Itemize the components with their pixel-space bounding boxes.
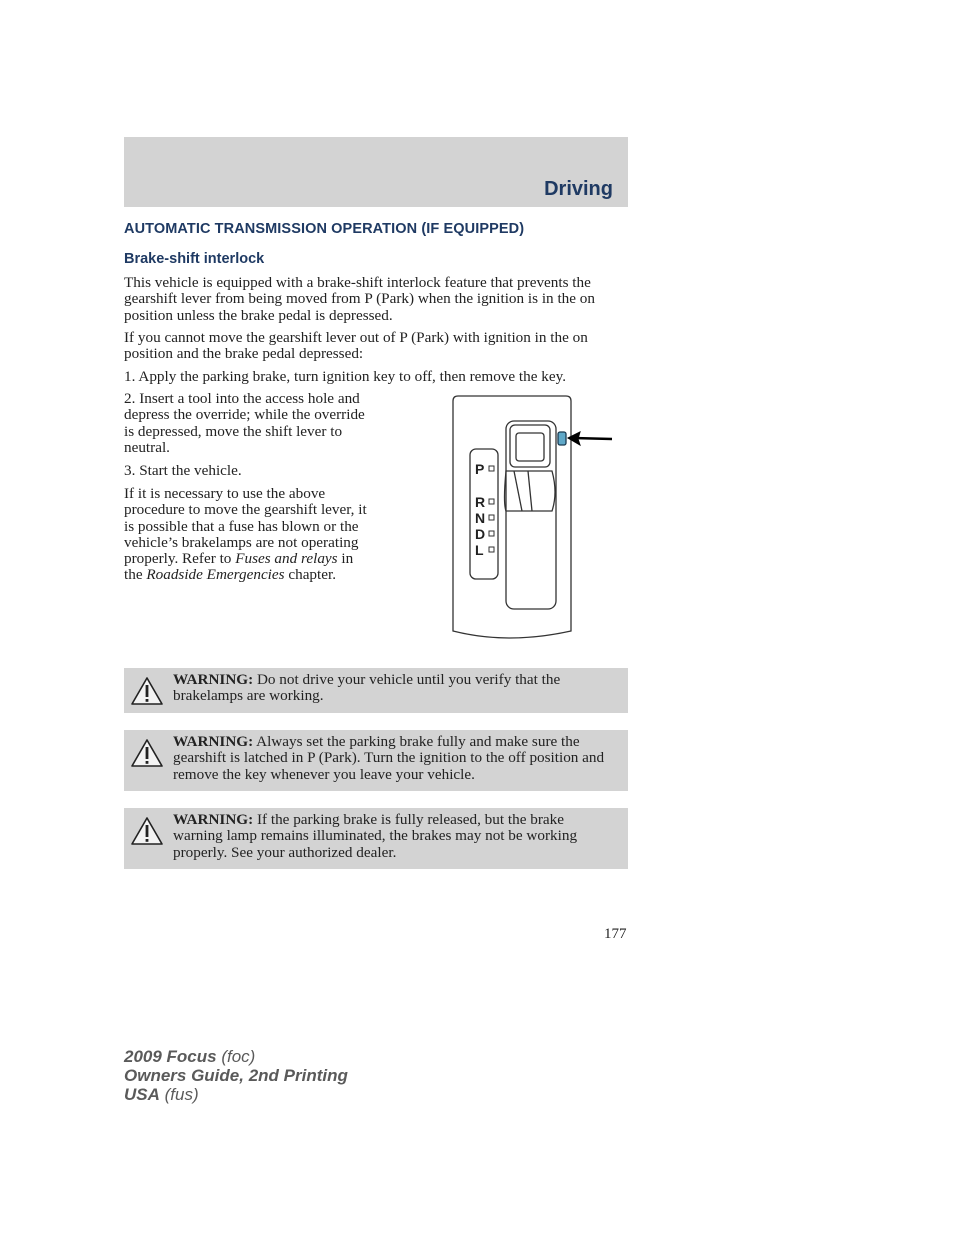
- gear-label-d: D: [475, 526, 486, 542]
- override-button-icon: [558, 432, 566, 445]
- section-title: Driving: [544, 178, 613, 200]
- warning-text: If the parking brake is fully released, but the brake warning lamp remains illuminated, the brakes may not be working properly. See your authorized dealer.: [173, 811, 578, 861]
- fuse-paragraph: If it is necessary to use the above procedure to move the gearshift lever, it is possible that a fuse has blown or the vehicle’s brakelamps are not operating properly. Refer to Fuses and relays in the Roadside Emergencies chapter.: [124, 485, 367, 584]
- gear-label-l: L: [475, 542, 484, 558]
- document-footer: [124, 1047, 348, 1104]
- warning-triangle-icon: [130, 676, 164, 706]
- warning-text: Do not drive your vehicle until you verify that the brakelamps are working.: [173, 671, 561, 705]
- warning-box-brakelamps: [124, 668, 628, 713]
- warning-label: WARNING:: [173, 733, 254, 750]
- page-number: 177: [604, 926, 627, 942]
- warning-triangle-icon: [130, 738, 164, 768]
- step-3: 3. Start the vehicle.: [124, 462, 242, 479]
- gear-label-n: N: [475, 510, 486, 526]
- condition-paragraph: If you cannot move the gearshift lever out of P (Park) with ignition in the on position and the brake pedal depressed:: [124, 329, 588, 363]
- fuses-reference: Fuses and relays: [235, 550, 338, 568]
- step-2: 2. Insert a tool into the access hole and depress the override; while the override is depressed, move the shift lever to neutral.: [124, 390, 365, 456]
- roadside-reference: Roadside Emergencies: [146, 566, 285, 584]
- footer-model: 2009 Focus: [124, 1047, 217, 1066]
- main-heading: AUTOMATIC TRANSMISSION OPERATION (IF EQUIPPED): [124, 221, 525, 237]
- footer-region: USA: [124, 1085, 160, 1104]
- warning-label: WARNING:: [173, 671, 254, 688]
- footer-guide: Owners Guide, 2nd Printing: [124, 1066, 348, 1085]
- intro-paragraph: This vehicle is equipped with a brake-shift interlock feature that prevents the gearshift lever from being moved from P (Park) when the ignition is in the on position unless the brake pedal is depressed.: [124, 274, 595, 324]
- gear-label-p: P: [475, 461, 485, 477]
- warning-box-parking-brake: [124, 730, 628, 791]
- warning-triangle-icon: [130, 816, 164, 846]
- gear-label-r: R: [475, 494, 486, 510]
- warning-text: Always set the parking brake fully and make sure the gearshift is latched in P (Park). Turn the ignition to the off position and remove the key whenever you leave your vehicle.: [173, 733, 605, 783]
- warning-label: WARNING:: [173, 811, 254, 828]
- subheading: Brake-shift interlock: [124, 251, 265, 267]
- footer-region-code: (fus): [164, 1085, 199, 1104]
- gearshift-illustration: [448, 393, 618, 645]
- step-1: 1. Apply the parking brake, turn ignition key to off, then remove the key.: [124, 368, 567, 385]
- footer-model-code: (foc): [221, 1047, 256, 1066]
- section-header-band: [124, 137, 628, 207]
- warning-box-brake-lamp: [124, 808, 628, 869]
